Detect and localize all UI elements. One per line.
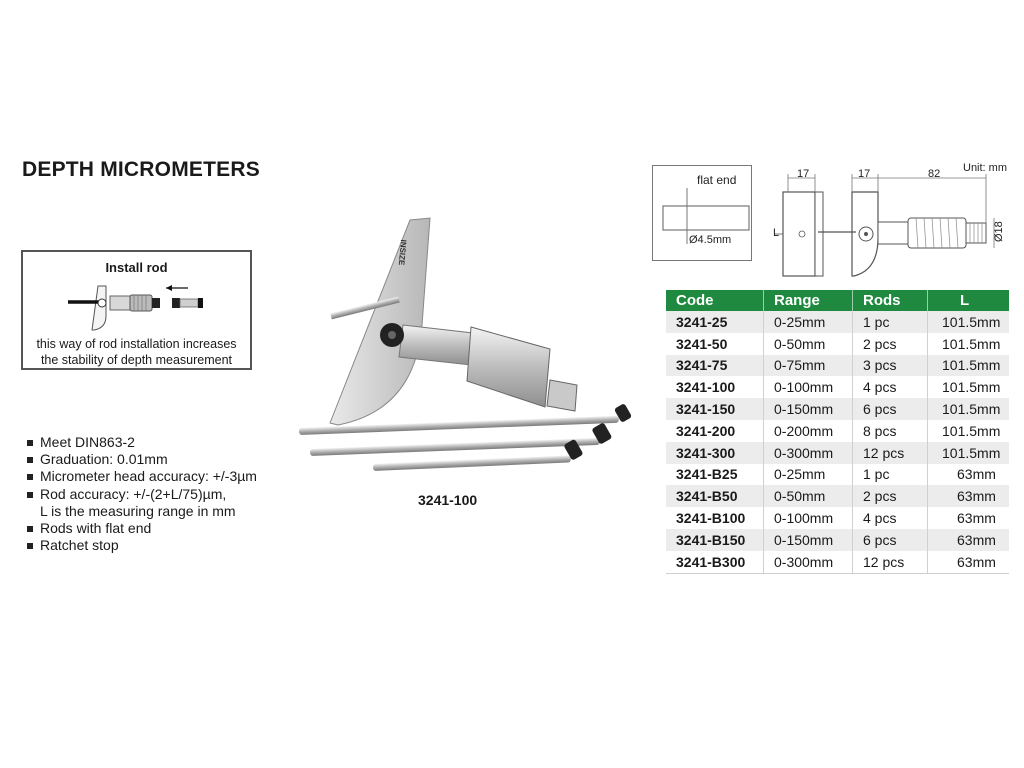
cell-code: 3241-50 bbox=[666, 333, 764, 355]
cell-rods: 12 pcs bbox=[853, 551, 928, 573]
cell-rods: 2 pcs bbox=[853, 485, 928, 507]
header-L: L bbox=[928, 290, 1010, 311]
cell-range: 0-150mm bbox=[764, 398, 853, 420]
cell-rods: 8 pcs bbox=[853, 420, 928, 442]
spec-table bbox=[666, 290, 1009, 574]
feature-list bbox=[26, 434, 257, 554]
cell-L: 101.5mm bbox=[928, 398, 1010, 420]
feature-item: Ratchet stop bbox=[26, 537, 257, 554]
table-row bbox=[666, 551, 1009, 573]
install-rod-panel bbox=[21, 250, 252, 370]
table-row bbox=[666, 507, 1009, 529]
cell-L: 101.5mm bbox=[928, 355, 1010, 377]
table-row bbox=[666, 420, 1009, 442]
cell-rods: 3 pcs bbox=[853, 355, 928, 377]
cell-L: 101.5mm bbox=[928, 442, 1010, 464]
page-title: DEPTH MICROMETERS bbox=[22, 158, 260, 181]
cell-code: 3241-150 bbox=[666, 398, 764, 420]
cell-rods: 6 pcs bbox=[853, 398, 928, 420]
cell-L: 63mm bbox=[928, 507, 1010, 529]
cell-range: 0-25mm bbox=[764, 311, 853, 333]
table-row bbox=[666, 311, 1009, 333]
cell-L: 101.5mm bbox=[928, 311, 1010, 333]
cell-range: 0-25mm bbox=[764, 464, 853, 486]
cell-L: 101.5mm bbox=[928, 376, 1010, 398]
cell-rods: 2 pcs bbox=[853, 333, 928, 355]
header-range: Range bbox=[764, 290, 853, 311]
cell-code: 3241-300 bbox=[666, 442, 764, 464]
dim-base-width-2: 17 bbox=[858, 168, 871, 180]
cell-range: 0-50mm bbox=[764, 485, 853, 507]
cell-range: 0-150mm bbox=[764, 529, 853, 551]
feature-item: Meet DIN863-2 bbox=[26, 434, 257, 451]
table-row bbox=[666, 464, 1009, 486]
cell-L: 101.5mm bbox=[928, 333, 1010, 355]
table-row bbox=[666, 355, 1009, 377]
header-code: Code bbox=[666, 290, 764, 311]
dim-head-length: 82 bbox=[928, 168, 941, 180]
cell-rods: 12 pcs bbox=[853, 442, 928, 464]
cell-range: 0-300mm bbox=[764, 551, 853, 573]
install-desc-line2: the stability of depth measurement bbox=[40, 353, 233, 367]
table-row bbox=[666, 529, 1009, 551]
cell-code: 3241-B150 bbox=[666, 529, 764, 551]
table-row bbox=[666, 333, 1009, 355]
table-row bbox=[666, 442, 1009, 464]
cell-range: 0-100mm bbox=[764, 507, 853, 529]
cell-L: 63mm bbox=[928, 551, 1010, 573]
cell-L: 63mm bbox=[928, 464, 1010, 486]
cell-code: 3241-B300 bbox=[666, 551, 764, 573]
cell-L: 101.5mm bbox=[928, 420, 1010, 442]
cell-code: 3241-B25 bbox=[666, 464, 764, 486]
cell-rods: 6 pcs bbox=[853, 529, 928, 551]
table-row bbox=[666, 398, 1009, 420]
cell-range: 0-50mm bbox=[764, 333, 853, 355]
cell-code: 3241-200 bbox=[666, 420, 764, 442]
unit-label: Unit: mm bbox=[963, 162, 1007, 174]
feature-item: Rods with flat end bbox=[26, 520, 257, 537]
cell-range: 0-300mm bbox=[764, 442, 853, 464]
cell-range: 0-100mm bbox=[764, 376, 853, 398]
feature-item: Graduation: 0.01mm bbox=[26, 451, 257, 468]
feature-item-continuation: L is the measuring range in mm bbox=[40, 502, 236, 519]
cell-L: 63mm bbox=[928, 485, 1010, 507]
feature-item: Micrometer head accuracy: +/-3µm bbox=[26, 468, 257, 485]
table-row bbox=[666, 485, 1009, 507]
cell-code: 3241-25 bbox=[666, 311, 764, 333]
cell-code: 3241-B100 bbox=[666, 507, 764, 529]
cell-rods: 4 pcs bbox=[853, 376, 928, 398]
dim-L: L bbox=[773, 227, 780, 239]
cell-range: 0-75mm bbox=[764, 355, 853, 377]
cell-rods: 1 pc bbox=[853, 311, 928, 333]
cell-code: 3241-75 bbox=[666, 355, 764, 377]
table-header-row bbox=[666, 290, 1009, 311]
cell-rods: 4 pcs bbox=[853, 507, 928, 529]
cell-code: 3241-B50 bbox=[666, 485, 764, 507]
feature-item: Rod accuracy: +/-(2+L/75)µm, bbox=[26, 486, 257, 503]
rod-diameter-label: Ø4.5mm bbox=[689, 234, 732, 246]
install-rod-illustration bbox=[68, 276, 218, 334]
cell-range: 0-200mm bbox=[764, 420, 853, 442]
depth-micrometer-photo bbox=[295, 215, 640, 475]
table-row bbox=[666, 376, 1009, 398]
cell-L: 63mm bbox=[928, 529, 1010, 551]
install-rod-description bbox=[23, 336, 250, 368]
brand-logo: INSIZE bbox=[396, 239, 408, 266]
cell-code: 3241-100 bbox=[666, 376, 764, 398]
install-desc-line1: this way of rod installation increases bbox=[36, 337, 237, 351]
dim-diameter: Ø18 bbox=[993, 221, 1005, 242]
cell-rods: 1 pc bbox=[853, 464, 928, 486]
flat-end-label: flat end bbox=[697, 173, 737, 187]
flat-end-detail bbox=[652, 165, 752, 261]
dim-base-width: 17 bbox=[797, 168, 810, 180]
product-caption: 3241-100 bbox=[418, 492, 478, 508]
header-rods: Rods bbox=[853, 290, 928, 311]
install-rod-title: Install rod bbox=[105, 260, 168, 275]
